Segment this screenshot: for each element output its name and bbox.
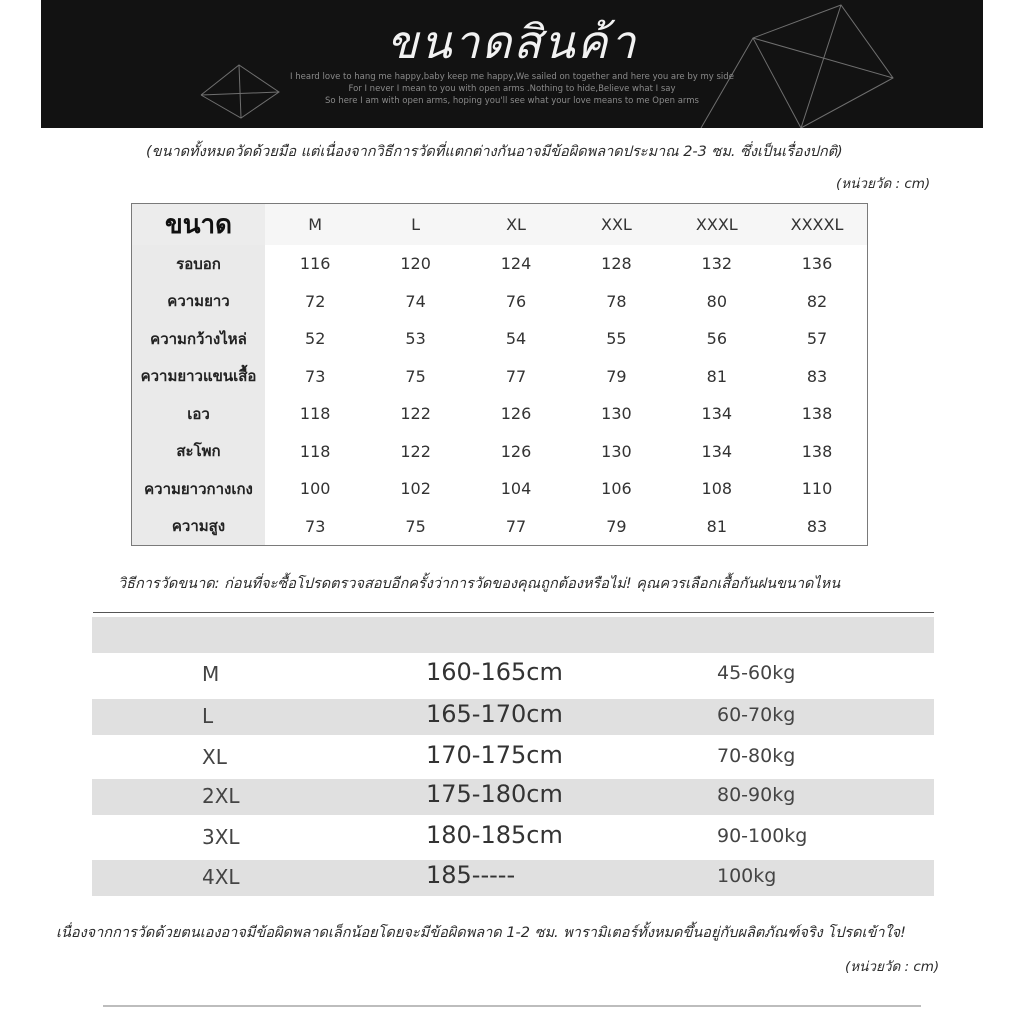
table-cell: 102 [400,479,431,499]
table-row [132,358,868,396]
fit-height: 160-165cm [426,658,563,686]
table-row [132,508,868,546]
fit-weight: 45-60kg [717,662,796,684]
table-cell: 79 [606,366,627,386]
table-row [92,699,934,735]
table-cell: 57 [806,329,828,349]
banner-caption-line: For I never I mean to you with open arms .Nothing to hide,Believe what I say [348,84,676,94]
unit-label: (หน่วยวัด : cm) [845,959,940,975]
size-column-header: M [265,204,365,246]
table-cell: 124 [500,254,532,274]
table-cell: 130 [601,441,632,461]
fit-size: 3XL [202,825,240,849]
table-cell: 80 [706,291,727,311]
table-cell: 78 [606,291,627,311]
fit-height: 180-185cm [426,821,563,849]
fit-weight: 80-90kg [717,784,796,806]
fit-height: 185----- [426,861,516,889]
table-cell: 77 [505,366,527,386]
size-column-header: XXL [566,204,666,246]
size-column-header: XL [466,204,566,246]
table-cell: 136 [801,254,833,274]
table-row [132,283,868,321]
table-cell: 81 [706,516,727,536]
table-row [92,657,934,693]
row-label: ความกว้างไหล่ [132,320,266,358]
table-cell: 76 [505,291,527,311]
table-cell: 130 [601,404,632,424]
table-row [92,820,934,856]
table-cell: 138 [801,441,833,461]
fit-weight: 60-70kg [717,704,796,726]
size-column-header: XXXL [667,204,767,246]
table-cell: 122 [400,441,431,461]
fit-size: M [202,662,220,686]
row-label: ความสูง [132,508,266,546]
table-row [132,395,868,433]
size-column-header: L [365,204,465,246]
row-label: ความยาวกางเกง [132,470,266,508]
row-label: สะโพก [132,433,266,471]
fit-size: 2XL [202,784,240,808]
bottom-divider [103,1005,921,1007]
table-cell: 55 [606,329,627,349]
fit-height: 165-170cm [426,700,563,728]
table-cell: 81 [706,366,727,386]
fit-weight: 90-100kg [717,825,808,847]
table-cell: 118 [299,404,331,424]
table-cell: 120 [400,254,431,274]
size-column-header: XXXXL [767,204,867,246]
table-row [132,433,868,471]
fit-size: XL [202,745,227,769]
table-cell: 83 [806,516,828,536]
table-cell: 54 [505,329,527,349]
fit-table-header-band [92,617,934,653]
table-row [92,779,934,815]
banner-caption-line: So here I am with open arms, hoping you'll see what your love means to me Open arms [325,96,699,106]
fit-weight: 100kg [717,865,777,887]
table-cell: 134 [701,441,733,461]
table-cell: 79 [606,516,627,536]
table-cell: 118 [299,441,331,461]
row-label: เอว [132,395,266,433]
fit-height: 170-175cm [426,741,563,769]
table-cell: 110 [801,479,833,499]
table-row [92,740,934,776]
size-chart-table [131,203,868,546]
table-cell: 72 [305,291,326,311]
table-row [92,860,934,896]
row-label: ความยาวแขนเสื้อ [132,358,266,396]
fit-size: 4XL [202,865,240,889]
fit-size: L [202,704,214,728]
table-row [132,470,868,508]
banner-caption-line: I heard love to hang me happy,baby keep me happy,We sailed on together and here you are by my side [290,72,734,82]
table-cell: 75 [405,366,426,386]
table-cell: 73 [305,366,326,386]
table-cell: 104 [500,479,532,499]
unit-label: (หน่วยวัด : cm) [836,176,931,192]
table-cell: 116 [299,254,331,274]
table-cell: 53 [405,329,426,349]
table-cell: 126 [500,441,532,461]
table-cell: 56 [706,329,727,349]
measurement-note: (ขนาดทั้งหมดวัดด้วยมือ แต่เนื่องจากวิธีการวัดที่แตกต่างกันอาจมีข้อผิดพลาดประมาณ 2-3 ซม. ซึ่งเป็นเรื่องปกติ) [146,144,843,160]
table-cell: 52 [305,329,326,349]
row-label: รอบอก [132,245,266,283]
size-chart-header-row [132,204,868,246]
table-cell: 134 [701,404,733,424]
table-cell: 82 [806,291,828,311]
table-cell: 100 [299,479,331,499]
measuring-method-note: วิธีการวัดขนาด: ก่อนที่จะซื้อโปรดตรวจสอบอีกครั้งว่าการวัดของคุณถูกต้องหรือไม่! คุณควรเลือกเสื้อกันฝนขนาดไหน [118,576,841,592]
measurement-error-note: เนื่องจากการวัดด้วยตนเองอาจมีข้อผิดพลาดเล็กน้อยโดยจะมีข้อผิดพลาด 1-2 ซม. พารามิเตอร์ทั้งหมดขึ้นอยู่กับผลิตภัณฑ์จริง โปรดเข้าใจ! [56,925,906,941]
table-cell: 122 [400,404,431,424]
header-banner [41,0,983,128]
row-label: ความยาว [132,283,266,321]
table-cell: 128 [601,254,632,274]
table-row [132,245,868,283]
table-cell: 83 [806,366,828,386]
table-cell: 126 [500,404,532,424]
table-cell: 108 [701,479,733,499]
size-header: ขนาด [132,204,266,246]
table-cell: 73 [305,516,326,536]
table-row [132,320,868,358]
table-cell: 77 [505,516,527,536]
table-cell: 75 [405,516,426,536]
table-cell: 106 [601,479,632,499]
table-cell: 138 [801,404,833,424]
table-cell: 132 [701,254,733,274]
table-cell: 74 [405,291,426,311]
banner-title: ขนาดสินค้า [386,15,638,69]
fit-height: 175-180cm [426,780,563,808]
fit-weight: 70-80kg [717,745,796,767]
divider [93,612,934,613]
